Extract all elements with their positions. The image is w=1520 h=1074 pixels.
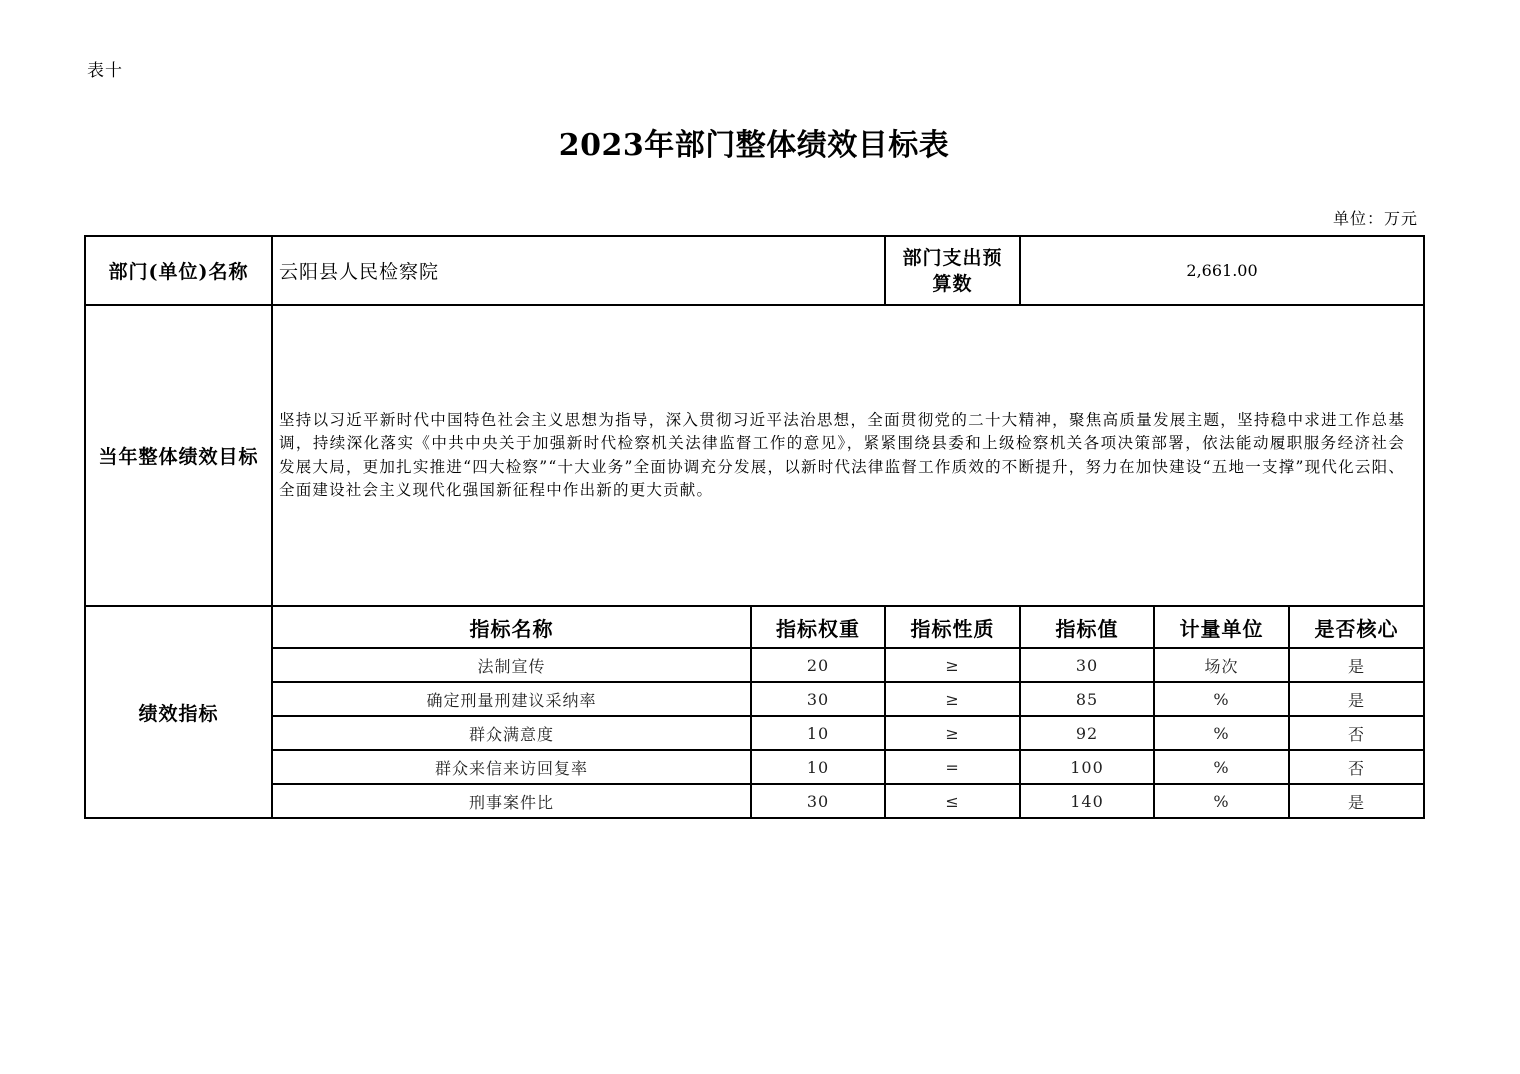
indicator-core: 是 [1289,648,1424,682]
budget-label-text: 部门支出预算数 [902,246,1003,295]
indicator-weight: 30 [751,682,885,716]
indicator-core: 是 [1289,682,1424,716]
indicator-name: 确定刑量刑建议采纳率 [272,682,751,716]
indicator-weight: 30 [751,784,885,818]
col-indicator-nature: 指标性质 [885,606,1020,648]
indicator-weight: 20 [751,648,885,682]
indicator-section-label: 绩效指标 [85,606,272,818]
indicator-name: 刑事案件比 [272,784,751,818]
goal-text: 坚持以习近平新时代中国特色社会主义思想为指导，深入贯彻习近平法治思想，全面贯彻党的二十大精神，聚焦高质量发展主题，坚持稳中求进工作总基调，持续深化落实《中共中央关于加强新时代检察机关法律监督工作的意见》，紧紧围绕县委和上级检察机关各项决策部署，依法能动履职服务经济社会发展大局，更加扎实推进“四大检察”“十大业务”全面协调充分发展，以新时代法律监督工作质效的不断提升，努力在加快建设“五地一支撑”现代化云阳、全面建设社会主义现代化强国新征程中作出新的更大贡献。 [272,305,1424,606]
indicator-nature: ≥ [885,648,1020,682]
indicator-unit: % [1154,716,1289,750]
goal-label: 当年整体绩效目标 [85,305,272,606]
indicator-name: 法制宣传 [272,648,751,682]
indicator-unit: % [1154,784,1289,818]
indicator-nature: ≥ [885,716,1020,750]
indicator-unit: % [1154,750,1289,784]
indicator-value: 30 [1020,648,1154,682]
indicator-value: 100 [1020,750,1154,784]
indicator-name: 群众来信来访回复率 [272,750,751,784]
col-indicator-value: 指标值 [1020,606,1154,648]
indicator-unit: % [1154,682,1289,716]
indicator-value: 85 [1020,682,1154,716]
indicator-core: 否 [1289,716,1424,750]
budget-value: 2,661.00 [1020,236,1424,305]
indicator-name: 群众满意度 [272,716,751,750]
indicator-nature: ≤ [885,784,1020,818]
indicator-core: 是 [1289,784,1424,818]
budget-label [885,236,1020,305]
indicator-nature: = [885,750,1020,784]
unit-label: 单位：万元 [1332,209,1418,228]
form-code: 表十 [87,61,123,81]
col-indicator-weight: 指标权重 [751,606,885,648]
indicator-weight: 10 [751,750,885,784]
indicator-value: 92 [1020,716,1154,750]
goal-row [85,305,1424,606]
indicator-header-row [85,606,1424,648]
col-is-core: 是否核心 [1289,606,1424,648]
table-row [85,716,1424,750]
table-row [85,648,1424,682]
performance-target-table [84,235,1425,819]
col-measure-unit: 计量单位 [1154,606,1289,648]
department-name-label: 部门(单位)名称 [85,236,272,305]
document-title: 2023年部门整体绩效目标表 [558,128,950,163]
col-indicator-name: 指标名称 [272,606,751,648]
indicator-unit: 场次 [1154,648,1289,682]
indicator-core: 否 [1289,750,1424,784]
table-row [85,784,1424,818]
indicator-value: 140 [1020,784,1154,818]
department-name-value: 云阳县人民检察院 [272,236,885,305]
indicator-nature: ≥ [885,682,1020,716]
table-row [85,750,1424,784]
table-row [85,682,1424,716]
department-row [85,236,1424,305]
indicator-weight: 10 [751,716,885,750]
